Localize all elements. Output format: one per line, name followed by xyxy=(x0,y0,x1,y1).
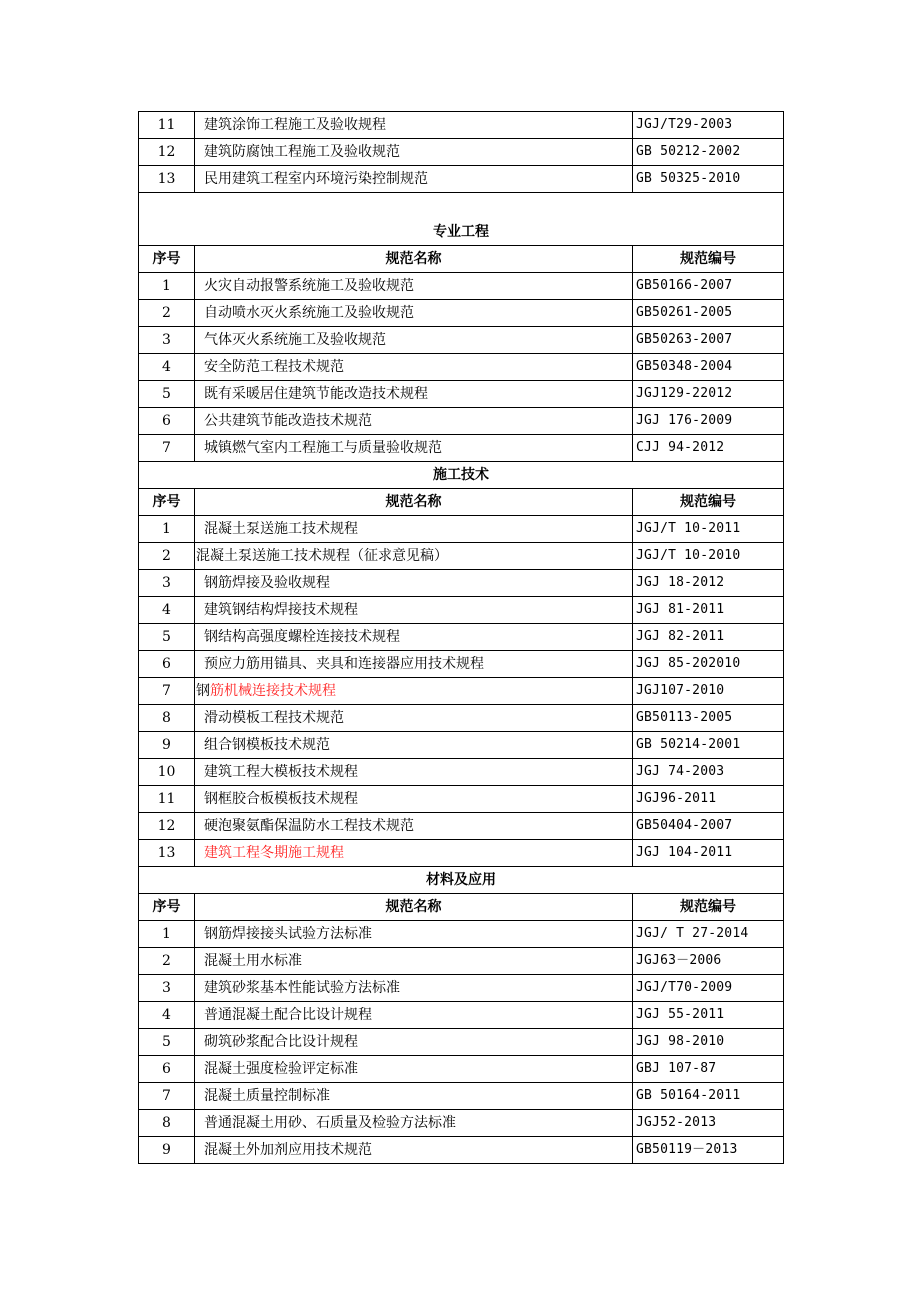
standard-code: JGJ 98-2010 xyxy=(633,1029,784,1056)
header-row xyxy=(139,894,784,921)
standard-code: GB50113-2005 xyxy=(633,705,784,732)
table-row xyxy=(139,300,784,327)
table-row xyxy=(139,516,784,543)
row-number: 9 xyxy=(139,1137,195,1164)
section-row xyxy=(139,462,784,489)
column-header-no: 序号 xyxy=(139,246,195,273)
table-row xyxy=(139,435,784,462)
standard-name: 预应力筋用锚具、夹具和连接器应用技术规程 xyxy=(195,651,633,678)
row-number: 12 xyxy=(139,139,195,166)
table-row xyxy=(139,597,784,624)
row-number: 13 xyxy=(139,840,195,867)
standard-code: GB 50212-2002 xyxy=(633,139,784,166)
row-number: 13 xyxy=(139,166,195,193)
standard-name: 砌筑砂浆配合比设计规程 xyxy=(195,1029,633,1056)
standard-code: GB 50214-2001 xyxy=(633,732,784,759)
table-row xyxy=(139,840,784,867)
standard-name: 混凝土强度检验评定标准 xyxy=(195,1056,633,1083)
table-row xyxy=(139,732,784,759)
standard-code: JGJ 176-2009 xyxy=(633,408,784,435)
row-number: 3 xyxy=(139,327,195,354)
row-number: 9 xyxy=(139,732,195,759)
row-number: 6 xyxy=(139,1056,195,1083)
column-header-name: 规范名称 xyxy=(195,489,633,516)
standard-code: GB 50164-2011 xyxy=(633,1083,784,1110)
row-number: 2 xyxy=(139,948,195,975)
standard-code: JGJ 81-2011 xyxy=(633,597,784,624)
table-row xyxy=(139,381,784,408)
row-number: 4 xyxy=(139,1002,195,1029)
standard-code: JGJ/T29-2003 xyxy=(633,112,784,139)
standard-code: CJJ 94-2012 xyxy=(633,435,784,462)
standard-name: 混凝土用水标准 xyxy=(195,948,633,975)
standard-name: 普通混凝土配合比设计规程 xyxy=(195,1002,633,1029)
row-number: 2 xyxy=(139,300,195,327)
standard-name: 气体灭火系统施工及验收规范 xyxy=(195,327,633,354)
standard-name: 民用建筑工程室内环境污染控制规范 xyxy=(195,166,633,193)
row-number: 2 xyxy=(139,543,195,570)
table-row xyxy=(139,543,784,570)
standard-code: JGJ63－2006 xyxy=(633,948,784,975)
standard-code: JGJ96-2011 xyxy=(633,786,784,813)
row-number: 11 xyxy=(139,786,195,813)
row-number: 1 xyxy=(139,516,195,543)
section-row xyxy=(139,867,784,894)
standard-code: JGJ 55-2011 xyxy=(633,1002,784,1029)
row-number: 4 xyxy=(139,354,195,381)
standard-name: 硬泡聚氨酯保温防水工程技术规范 xyxy=(195,813,633,840)
standard-name: 火灾自动报警系统施工及验收规范 xyxy=(195,273,633,300)
column-header-code: 规范编号 xyxy=(633,489,784,516)
standard-name: 建筑防腐蚀工程施工及验收规范 xyxy=(195,139,633,166)
standard-name: 混凝土外加剂应用技术规范 xyxy=(195,1137,633,1164)
standards-document xyxy=(138,111,783,1164)
standard-name: 钢结构高强度螺栓连接技术规程 xyxy=(195,624,633,651)
standard-code: GB50261-2005 xyxy=(633,300,784,327)
table-row xyxy=(139,705,784,732)
table-row xyxy=(139,139,784,166)
row-number: 7 xyxy=(139,435,195,462)
standard-code: JGJ/T 10-2011 xyxy=(633,516,784,543)
row-number: 3 xyxy=(139,570,195,597)
standard-name: 建筑工程大模板技术规程 xyxy=(195,759,633,786)
row-number: 5 xyxy=(139,1029,195,1056)
standard-name: 组合钢模板技术规范 xyxy=(195,732,633,759)
table-row xyxy=(139,273,784,300)
table-row xyxy=(139,975,784,1002)
standard-name: 公共建筑节能改造技术规范 xyxy=(195,408,633,435)
standard-code: JGJ 85-202010 xyxy=(633,651,784,678)
standard-name: 既有采暖居住建筑节能改造技术规程 xyxy=(195,381,633,408)
column-header-name: 规范名称 xyxy=(195,894,633,921)
table-row xyxy=(139,1137,784,1164)
standard-code: JGJ 18-2012 xyxy=(633,570,784,597)
table-row xyxy=(139,570,784,597)
table-row xyxy=(139,1002,784,1029)
row-number: 7 xyxy=(139,678,195,705)
section-title: 专业工程 xyxy=(139,193,784,246)
table-row xyxy=(139,166,784,193)
standard-code: JGJ/T70-2009 xyxy=(633,975,784,1002)
row-number: 8 xyxy=(139,1110,195,1137)
standard-name: 钢框胶合板模板技术规程 xyxy=(195,786,633,813)
header-row xyxy=(139,489,784,516)
table-row xyxy=(139,1083,784,1110)
standard-name: 钢筋焊接接头试验方法标准 xyxy=(195,921,633,948)
standard-name: 城镇燃气室内工程施工与质量验收规范 xyxy=(195,435,633,462)
standard-code: JGJ/ T 27-2014 xyxy=(633,921,784,948)
standard-name: 建筑涂饰工程施工及验收规程 xyxy=(195,112,633,139)
standard-name: 滑动模板工程技术规范 xyxy=(195,705,633,732)
standard-code: JGJ/T 10-2010 xyxy=(633,543,784,570)
row-number: 4 xyxy=(139,597,195,624)
row-number: 7 xyxy=(139,1083,195,1110)
standard-name-highlight: 筋机械连接技术规程 xyxy=(210,683,336,699)
standard-code: GB 50325-2010 xyxy=(633,166,784,193)
standard-name-prefix: 钢 xyxy=(196,683,210,699)
table-row xyxy=(139,1056,784,1083)
table-row xyxy=(139,813,784,840)
standard-code: GB50348-2004 xyxy=(633,354,784,381)
column-header-no: 序号 xyxy=(139,894,195,921)
standard-code: GB50119－2013 xyxy=(633,1137,784,1164)
row-number: 12 xyxy=(139,813,195,840)
table-row xyxy=(139,112,784,139)
table-row xyxy=(139,921,784,948)
standards-table xyxy=(138,111,784,1164)
section-title: 材料及应用 xyxy=(139,867,784,894)
table-row xyxy=(139,624,784,651)
row-number: 1 xyxy=(139,273,195,300)
standard-code: JGJ 82-2011 xyxy=(633,624,784,651)
row-number: 5 xyxy=(139,381,195,408)
column-header-no: 序号 xyxy=(139,489,195,516)
row-number: 3 xyxy=(139,975,195,1002)
row-number: 1 xyxy=(139,921,195,948)
standard-name: 普通混凝土用砂、石质量及检验方法标准 xyxy=(195,1110,633,1137)
table-row xyxy=(139,1029,784,1056)
standard-name xyxy=(195,678,633,705)
standard-code: JGJ 74-2003 xyxy=(633,759,784,786)
standard-code: GB50263-2007 xyxy=(633,327,784,354)
table-row xyxy=(139,786,784,813)
standard-code: JGJ52-2013 xyxy=(633,1110,784,1137)
row-number: 6 xyxy=(139,408,195,435)
standard-name: 安全防范工程技术规范 xyxy=(195,354,633,381)
standard-name: 建筑砂浆基本性能试验方法标准 xyxy=(195,975,633,1002)
table-row xyxy=(139,678,784,705)
section-title: 施工技术 xyxy=(139,462,784,489)
column-header-code: 规范编号 xyxy=(633,246,784,273)
table-row xyxy=(139,651,784,678)
table-row xyxy=(139,354,784,381)
standard-name: 混凝土质量控制标准 xyxy=(195,1083,633,1110)
table-row xyxy=(139,759,784,786)
standard-code: GBJ 107-87 xyxy=(633,1056,784,1083)
table-row xyxy=(139,327,784,354)
standard-name: 钢筋焊接及验收规程 xyxy=(195,570,633,597)
standard-code: JGJ129-22012 xyxy=(633,381,784,408)
row-number: 5 xyxy=(139,624,195,651)
header-row xyxy=(139,246,784,273)
standard-name: 混凝土泵送施工技术规程 xyxy=(195,516,633,543)
standard-name-highlight: 建筑工程冬期施工规程 xyxy=(195,840,633,867)
standard-name: 混凝土泵送施工技术规程（征求意见稿） xyxy=(195,543,633,570)
standard-name: 自动喷水灭火系统施工及验收规范 xyxy=(195,300,633,327)
standard-code: JGJ 104-2011 xyxy=(633,840,784,867)
row-number: 10 xyxy=(139,759,195,786)
column-header-name: 规范名称 xyxy=(195,246,633,273)
standard-code: JGJ107-2010 xyxy=(633,678,784,705)
row-number: 11 xyxy=(139,112,195,139)
table-row xyxy=(139,948,784,975)
standard-code: GB50404-2007 xyxy=(633,813,784,840)
column-header-code: 规范编号 xyxy=(633,894,784,921)
table-row xyxy=(139,408,784,435)
table-row xyxy=(139,1110,784,1137)
standard-name: 建筑钢结构焊接技术规程 xyxy=(195,597,633,624)
row-number: 6 xyxy=(139,651,195,678)
standard-code: GB50166-2007 xyxy=(633,273,784,300)
row-number: 8 xyxy=(139,705,195,732)
section-row xyxy=(139,193,784,246)
